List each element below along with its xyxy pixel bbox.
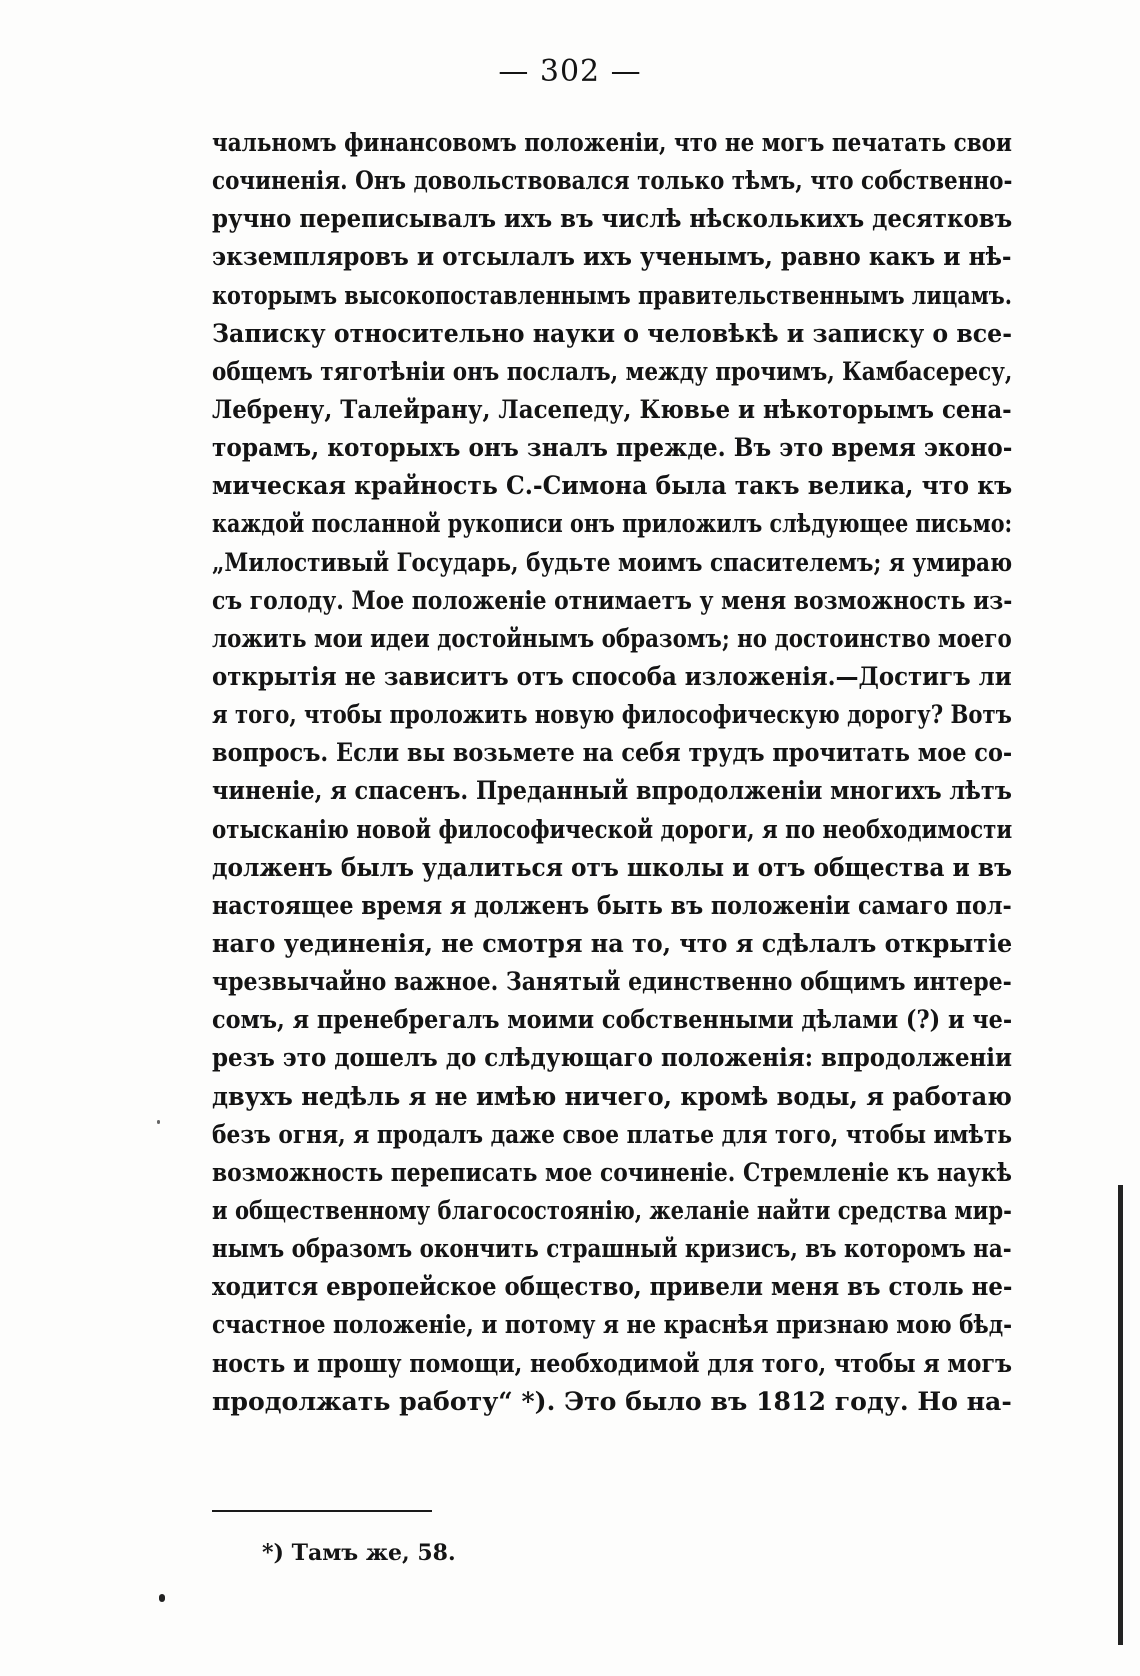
- text-line: сочиненiя. Онъ довольствовался только тѣмъ, что собственно-: [212, 166, 1013, 197]
- scan-edge-mark: [1118, 1185, 1123, 1645]
- text-line: Лебрену, Талейрану, Ласепеду, Кювье и нѣкоторымъ сена-: [212, 394, 1012, 425]
- text-line: я того, чтобы проложить новую философическую дорогу? Вотъ: [212, 700, 1012, 731]
- page-number: — 302 —: [498, 54, 642, 89]
- text-line: общемъ тяготѣнiи онъ послалъ, между прочимъ, Камбасересу,: [212, 356, 1013, 387]
- text-line: чрезвычайно важное. Занятый единственно общимъ интере-: [212, 967, 1012, 998]
- text-line: наго уединенiя, не смотря на то, что я сдѣлалъ открытiе: [212, 928, 1013, 959]
- text-line: счастное положенiе, и потому я не краснѣя признаю мою бѣд-: [212, 1310, 1013, 1341]
- text-line: отысканiю новой философической дороги, я по необходимости: [212, 814, 1013, 845]
- text-line: мическая крайность С.-Симона была такъ велика, что къ: [212, 471, 1013, 502]
- text-line: и общественному благосостоянiю, желанiе найти средства мир-: [212, 1195, 1012, 1226]
- scan-dot-mark: [159, 1594, 165, 1602]
- text-line: двухъ недѣль я не имѣю ничего, кромѣ воды, я работаю: [212, 1081, 1012, 1112]
- text-line: ложить мои идеи достойнымъ образомъ; но достоинство моего: [212, 623, 1012, 654]
- text-line: резъ это дошелъ до слѣдующаго положенiя: впродолженiи: [212, 1043, 1013, 1074]
- text-line: продолжать работу“ *). Это было въ 1812 году. Но на-: [212, 1386, 1012, 1417]
- text-line: ходится европейское общество, привели меня въ столь не-: [212, 1272, 1013, 1303]
- body-text: [212, 124, 1012, 1421]
- footnote: *) Тамъ же, 58.: [262, 1540, 456, 1566]
- text-line: сомъ, я пренебрегалъ моими собственными дѣлами (?) и че-: [212, 1005, 1013, 1036]
- text-line: съ голоду. Мое положенiе отнимаетъ у меня возможность из-: [212, 585, 1013, 616]
- text-line: экземпляровъ и отсылалъ ихъ ученымъ, равно какъ и нѣ-: [212, 242, 1012, 273]
- text-line: ность и прошу помощи, необходимой для того, чтобы я могъ: [212, 1348, 1013, 1379]
- text-line: настоящее время я долженъ быть въ положенiи самаго пол-: [212, 890, 1012, 921]
- text-line: нымъ образомъ окончить страшный кризисъ, въ которомъ на-: [212, 1234, 1012, 1265]
- text-line: безъ огня, я продалъ даже свое платье для того, чтобы имѣть: [212, 1119, 1013, 1150]
- text-line: вопросъ. Если вы возьмете на себя трудъ прочитать мое со-: [212, 738, 1013, 769]
- text-line: ручно переписывалъ ихъ въ числѣ нѣсколькихъ десятковъ: [212, 204, 1013, 235]
- text-line: „Милостивый Государь, будьте моимъ спасителемъ; я умираю: [212, 547, 1013, 578]
- text-line: чальномъ финансовомъ положенiи, что не могъ печатать свои: [212, 128, 1012, 158]
- text-line: открытiя не зависитъ отъ способа изложенiя.—Достигъ ли: [212, 661, 1012, 692]
- text-line: долженъ былъ удалиться отъ школы и отъ общества и въ: [212, 852, 1012, 883]
- text-line: Записку относительно науки о человѣкѣ и записку о все-: [212, 318, 1012, 349]
- footnote-divider: [212, 1510, 432, 1512]
- text-line: которымъ высокопоставленнымъ правительственнымъ лицамъ.: [212, 280, 1012, 311]
- text-line: возможность переписать мое сочиненiе. Стремленiе къ наукѣ: [212, 1157, 1012, 1188]
- text-line: торамъ, которыхъ онъ зналъ прежде. Въ это время эконо-: [212, 433, 1013, 464]
- text-line: чиненiе, я спасенъ. Преданный впродолженiи многихъ лѣтъ: [212, 776, 1012, 807]
- text-line: каждой посланной рукописи онъ приложилъ слѣдующее письмо:: [212, 509, 1013, 540]
- scan-speck-mark: [157, 1120, 160, 1124]
